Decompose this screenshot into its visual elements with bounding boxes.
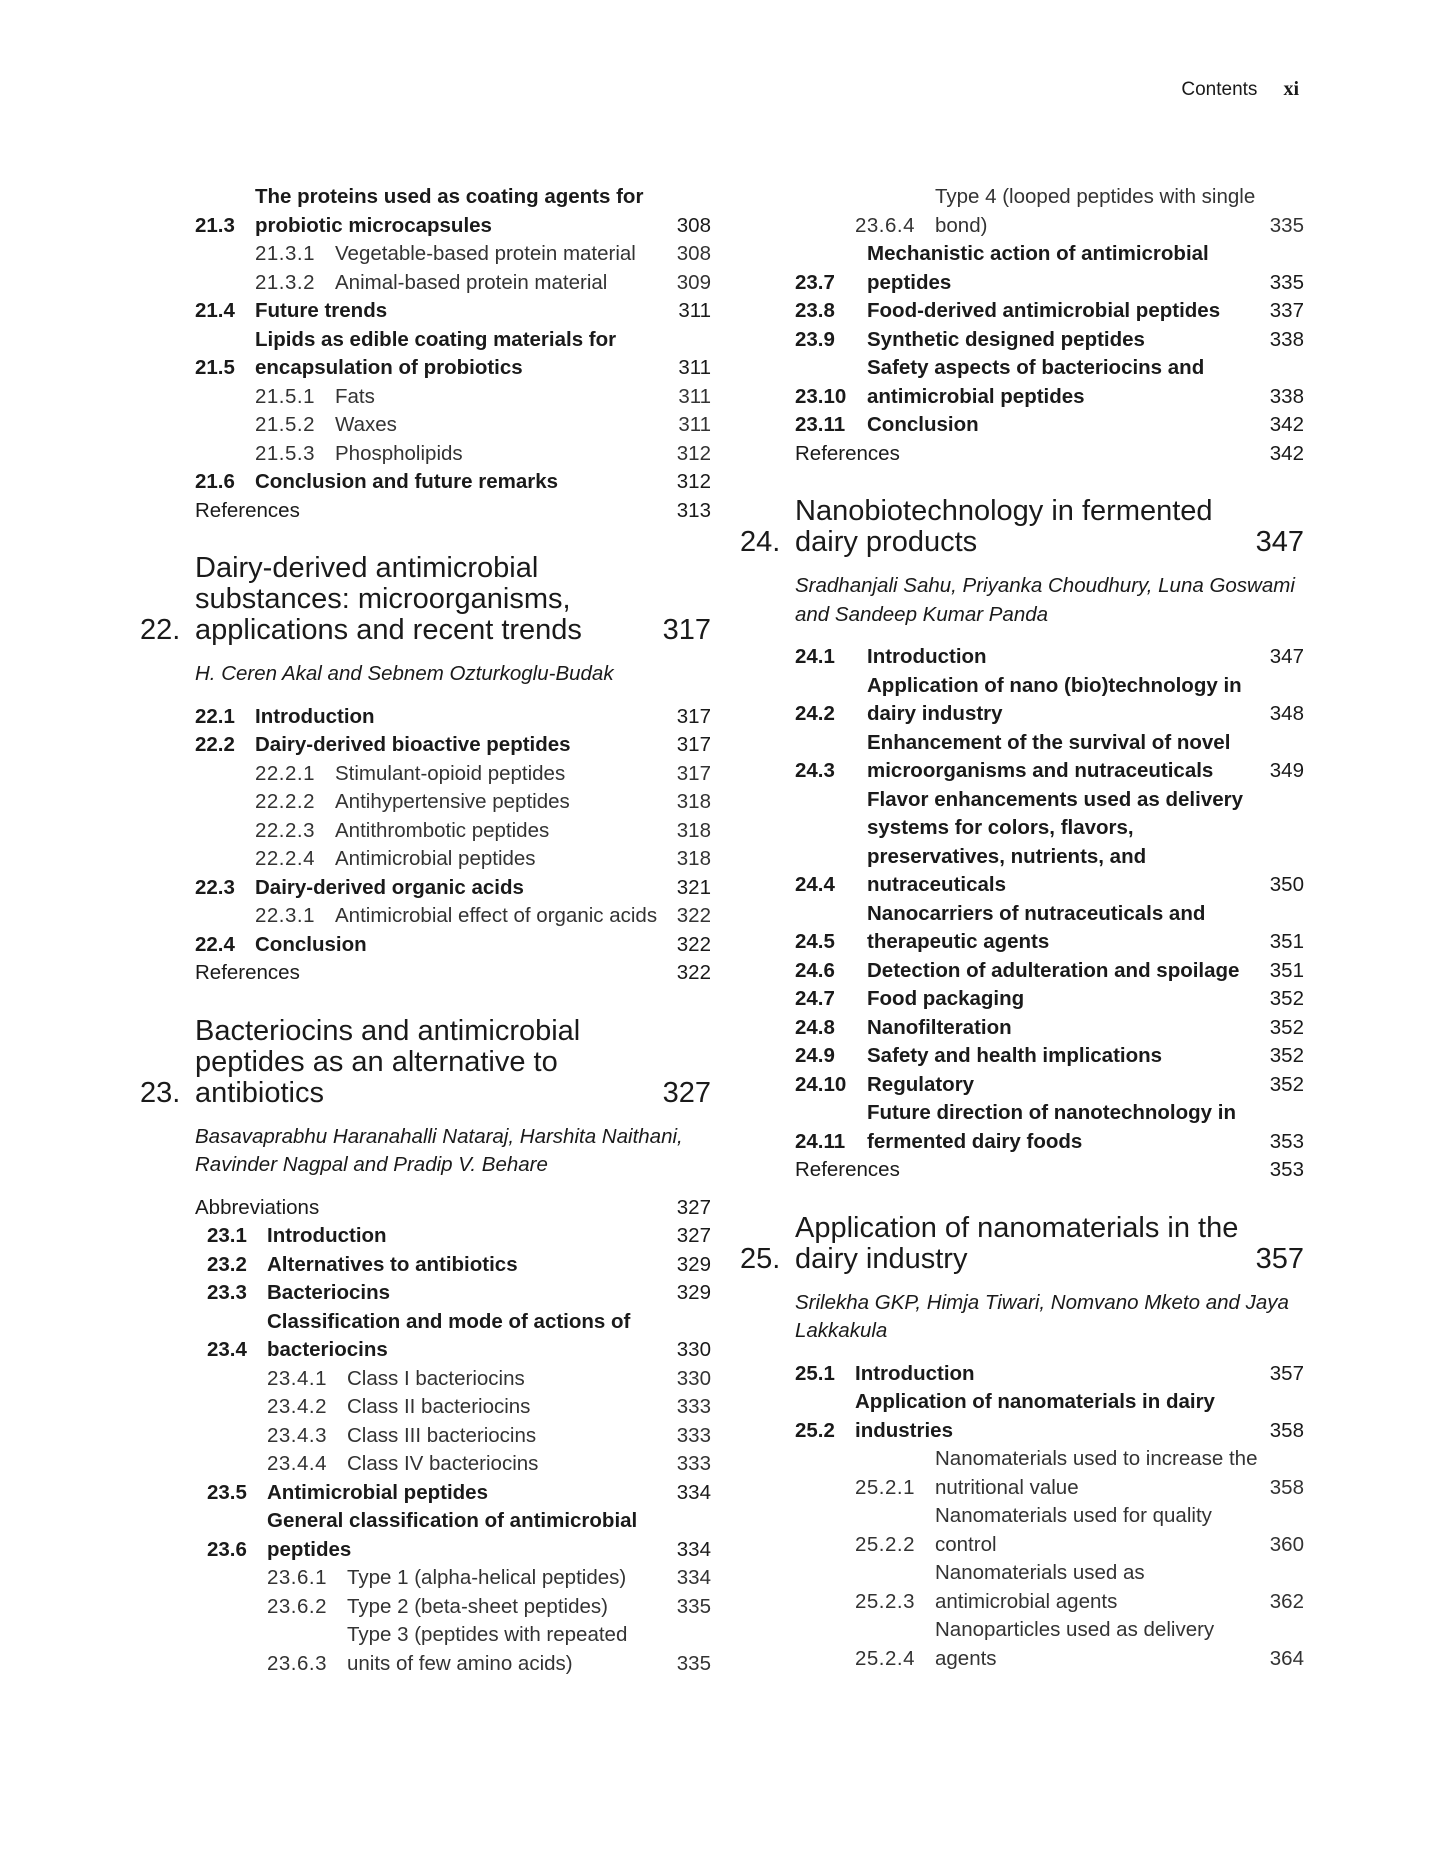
entry-title: Mechanistic action of antimicrobial peptides xyxy=(867,242,1209,294)
entry-number: 21.5.3 xyxy=(255,441,315,465)
entry-title: The proteins used as coating agents for probiotic microcapsules xyxy=(255,185,644,237)
entry-page: 329 xyxy=(676,1252,711,1276)
ch22-entries xyxy=(195,703,711,988)
entry-page: 330 xyxy=(676,1338,711,1361)
toc-entry[interactable] xyxy=(795,183,1304,240)
entry-page: 338 xyxy=(1269,327,1304,351)
chapter-number: 23. xyxy=(140,1076,181,1109)
entry-page: 347 xyxy=(1269,645,1304,668)
entry-number: 25.2.4 xyxy=(855,1646,915,1670)
entry-title: Animal-based protein material xyxy=(335,270,608,294)
chapter-title: Bacteriocins and antimicrobial peptides as an alternative to antibiotics xyxy=(195,1014,581,1109)
entry-number: 23.5 xyxy=(207,1480,247,1504)
entry-title: Introduction xyxy=(867,645,987,668)
toc-entry[interactable] xyxy=(795,297,1304,326)
entry-title: Dairy-derived bioactive peptides xyxy=(255,733,571,756)
entry-page: 352 xyxy=(1269,1044,1304,1067)
ch21-entries xyxy=(195,183,711,525)
entry-page: 317 xyxy=(676,761,711,785)
toc-entry[interactable] xyxy=(195,731,711,760)
entry-title: Synthetic designed peptides xyxy=(867,327,1145,351)
entry-number: 21.3 xyxy=(195,213,235,237)
entry-page: 342 xyxy=(1269,413,1304,436)
entry-title: Antihypertensive peptides xyxy=(335,790,570,813)
toc-entry[interactable] xyxy=(195,269,711,298)
entry-page: 330 xyxy=(676,1366,711,1390)
toc-entry[interactable] xyxy=(795,729,1304,786)
toc-entry[interactable] xyxy=(795,326,1304,355)
chapter-title: Nanobiotechnology in fermented dairy products xyxy=(795,495,1213,558)
entry-page: 342 xyxy=(1269,441,1304,465)
entry-title: Enhancement of the survival of novel microorganisms and nutraceuticals xyxy=(867,730,1231,782)
chapter-number: 24. xyxy=(740,526,781,558)
entry-number: 22.2.4 xyxy=(255,847,315,870)
entry-title: References xyxy=(195,498,300,522)
toc-entry[interactable] xyxy=(795,1616,1304,1673)
toc-entry[interactable] xyxy=(195,1479,711,1508)
chapter-25 xyxy=(740,1213,1304,1674)
entry-number: 24.3 xyxy=(795,759,835,782)
toc-entry[interactable] xyxy=(795,985,1304,1014)
toc-entry[interactable] xyxy=(795,643,1304,672)
toc-entry[interactable] xyxy=(195,383,711,412)
toc-entry[interactable] xyxy=(795,786,1304,900)
entry-number: 22.3.1 xyxy=(255,904,315,927)
entry-title: Safety aspects of bacteriocins and antimicrobial peptides xyxy=(867,356,1205,408)
entry-number: 23.10 xyxy=(795,384,847,408)
chapter-authors: H. Ceren Akal and Sebnem Ozturkoglu-Budak xyxy=(195,662,614,685)
toc-entry[interactable] xyxy=(195,817,711,846)
toc-entry[interactable] xyxy=(195,788,711,817)
chapter-heading[interactable] xyxy=(740,496,1304,558)
entry-number: 22.2.2 xyxy=(255,790,315,813)
entry-number: 22.2.3 xyxy=(255,818,315,842)
entry-page: 322 xyxy=(676,932,711,956)
chapter-23 xyxy=(140,1016,711,1679)
entry-title: Food packaging xyxy=(867,987,1025,1010)
toc-entry-abbreviations[interactable] xyxy=(195,1194,711,1223)
entry-page: 329 xyxy=(676,1281,711,1304)
chapter-24 xyxy=(740,496,1304,1185)
entry-number: 23.6.2 xyxy=(267,1594,327,1618)
toc-entry[interactable] xyxy=(795,354,1304,411)
entry-page: 352 xyxy=(1269,1072,1304,1096)
toc-entry[interactable] xyxy=(195,1222,711,1251)
entry-number: 23.6.1 xyxy=(267,1566,327,1589)
toc-entry[interactable] xyxy=(195,1251,711,1280)
ch25-entries xyxy=(795,1360,1304,1674)
entry-page: 313 xyxy=(676,498,711,522)
entry-title: Nanomaterials used for quality control xyxy=(935,1504,1212,1556)
toc-entry[interactable] xyxy=(195,845,711,874)
entry-page: 312 xyxy=(676,470,711,493)
toc-entry[interactable] xyxy=(195,326,711,383)
entry-number: 22.3 xyxy=(195,875,235,899)
chapter-22 xyxy=(140,553,711,988)
entry-title: Vegetable-based protein material xyxy=(335,242,636,265)
entry-title: Antimicrobial peptides xyxy=(267,1480,488,1504)
chapter-page: 317 xyxy=(662,614,711,646)
entry-number: 23.4.4 xyxy=(267,1452,327,1475)
entry-page: 318 xyxy=(676,847,711,870)
toc-entry[interactable] xyxy=(195,1308,711,1365)
entry-page: 311 xyxy=(678,356,711,379)
entry-page: 364 xyxy=(1269,1646,1304,1670)
entry-page: 349 xyxy=(1269,759,1304,782)
entry-page: 334 xyxy=(676,1480,711,1504)
entry-page: 333 xyxy=(676,1395,711,1418)
entry-number: 22.2.1 xyxy=(255,761,315,785)
entry-title: Antithrombotic peptides xyxy=(335,818,550,842)
entry-page: 311 xyxy=(678,413,711,436)
entry-page: 311 xyxy=(678,299,711,322)
toc-entry[interactable] xyxy=(195,1422,711,1451)
toc-entry[interactable] xyxy=(195,297,711,326)
entry-page: 317 xyxy=(676,704,711,728)
toc-entry[interactable] xyxy=(795,240,1304,297)
entry-number: 23.4.1 xyxy=(267,1366,327,1390)
entry-page: 352 xyxy=(1269,987,1304,1010)
entry-page: 337 xyxy=(1269,299,1304,322)
entry-number: 21.5.2 xyxy=(255,413,315,436)
toc-entry-references[interactable] xyxy=(795,440,1304,469)
entry-title: Waxes xyxy=(335,413,397,436)
toc-entry[interactable] xyxy=(795,672,1304,729)
toc-entry[interactable] xyxy=(195,468,711,497)
ch23-cont-entries xyxy=(795,183,1304,468)
entry-page: 353 xyxy=(1269,1129,1304,1153)
entry-title: Class I bacteriocins xyxy=(347,1366,525,1390)
entry-page: 353 xyxy=(1269,1158,1304,1181)
toc-entry[interactable] xyxy=(795,411,1304,440)
running-head xyxy=(1181,78,1299,101)
entry-title: Introduction xyxy=(255,704,375,728)
entry-title: Dairy-derived organic acids xyxy=(255,875,524,899)
entry-title: Type 3 (peptides with repeated units of few amino acids) xyxy=(347,1623,628,1675)
entry-page: 321 xyxy=(676,875,711,899)
toc-entry[interactable] xyxy=(795,1388,1304,1445)
entry-number: 21.4 xyxy=(195,299,235,322)
entry-number: 23.2 xyxy=(207,1252,247,1276)
entry-title: Conclusion and future remarks xyxy=(255,470,559,493)
entry-number: 24.2 xyxy=(795,702,835,725)
toc-entry[interactable] xyxy=(195,1507,711,1564)
entry-page: 357 xyxy=(1269,1361,1304,1385)
page-number: xi xyxy=(1283,78,1299,100)
toc-entry[interactable] xyxy=(795,1559,1304,1616)
toc-entry[interactable] xyxy=(195,411,711,440)
entry-number: 21.5 xyxy=(195,356,235,379)
entry-page: 322 xyxy=(676,904,711,927)
entry-title: Type 1 (alpha-helical peptides) xyxy=(347,1566,627,1589)
entry-page: 334 xyxy=(676,1537,711,1561)
entry-page: 311 xyxy=(678,384,711,408)
entry-title: Lipids as edible coating materials for encapsulation of probiotics xyxy=(255,327,617,379)
entry-page: 358 xyxy=(1269,1475,1304,1499)
entry-title: Flavor enhancements used as delivery systems for colors, flavors, preservatives, nutrients, and nutraceuticals xyxy=(867,787,1243,896)
toc-entry[interactable] xyxy=(195,183,711,240)
toc-entry[interactable] xyxy=(795,1502,1304,1559)
entry-title: Antimicrobial peptides xyxy=(335,847,536,870)
entry-number: 24.8 xyxy=(795,1015,835,1039)
toc-entry[interactable] xyxy=(795,957,1304,986)
entry-title: Nanomaterials used as antimicrobial agents xyxy=(935,1561,1145,1613)
entry-title: Food-derived antimicrobial peptides xyxy=(867,299,1221,322)
toc-entry[interactable] xyxy=(195,1593,711,1622)
chapter-page: 347 xyxy=(1255,526,1304,558)
toc-entry[interactable] xyxy=(795,1042,1304,1071)
ch24-entries xyxy=(795,643,1304,1185)
entry-page: 335 xyxy=(676,1594,711,1618)
entry-number: 24.11 xyxy=(795,1129,846,1153)
chapter-heading[interactable] xyxy=(140,1016,711,1109)
entry-page: 360 xyxy=(1269,1532,1304,1556)
toc-entry[interactable] xyxy=(195,1365,711,1394)
toc-entry[interactable] xyxy=(795,1445,1304,1502)
entry-page: 358 xyxy=(1269,1418,1304,1442)
entry-page: 338 xyxy=(1269,384,1304,408)
entry-number: 22.1 xyxy=(195,704,235,728)
entry-title: Introduction xyxy=(855,1361,975,1385)
entry-number: 23.7 xyxy=(795,270,835,294)
entry-title: Introduction xyxy=(267,1224,387,1247)
entry-number: 23.8 xyxy=(795,299,835,322)
toc-entry-references[interactable] xyxy=(195,959,711,988)
entry-number: 21.3.1 xyxy=(255,242,315,265)
entry-title: Abbreviations xyxy=(195,1195,320,1219)
entry-page: 309 xyxy=(676,270,711,294)
entry-page: 327 xyxy=(676,1195,711,1219)
ch23-entries xyxy=(195,1194,711,1679)
entry-page: 352 xyxy=(1269,1015,1304,1039)
toc-entry[interactable] xyxy=(195,902,711,931)
entry-title: Type 4 (looped peptides with single bond) xyxy=(935,185,1256,237)
entry-page: 348 xyxy=(1269,702,1304,725)
entry-title: Class IV bacteriocins xyxy=(347,1452,539,1475)
toc-entry[interactable] xyxy=(195,1279,711,1308)
entry-number: 25.2 xyxy=(795,1418,835,1442)
chapter-page: 357 xyxy=(1255,1242,1304,1275)
entry-number: 21.6 xyxy=(195,470,235,493)
entry-number: 24.1 xyxy=(795,645,835,668)
toc-entry[interactable] xyxy=(195,1393,711,1422)
entry-page: 308 xyxy=(676,213,711,237)
entry-number: 22.2 xyxy=(195,733,235,756)
entry-number: 23.6.3 xyxy=(267,1651,327,1675)
entry-title: Nanomaterials used to increase the nutritional value xyxy=(935,1447,1258,1499)
entry-title: Regulatory xyxy=(867,1072,975,1096)
entry-page: 351 xyxy=(1269,930,1304,953)
entry-title: Nanoparticles used as delivery agents xyxy=(935,1618,1215,1670)
entry-page: 308 xyxy=(676,242,711,265)
toc-entry[interactable] xyxy=(795,900,1304,957)
entry-number: 21.5.1 xyxy=(255,384,315,408)
toc-entry[interactable] xyxy=(795,1099,1304,1156)
entry-page: 327 xyxy=(676,1224,711,1247)
entry-title: Conclusion xyxy=(867,413,979,436)
toc-entry[interactable] xyxy=(795,1360,1304,1389)
toc-entry[interactable] xyxy=(795,1014,1304,1043)
chapter-authors: Sradhanjali Sahu, Priyanka Choudhury, Luna Goswami and Sandeep Kumar Panda xyxy=(795,574,1295,626)
toc-entry[interactable] xyxy=(195,240,711,269)
entry-page: 318 xyxy=(676,790,711,813)
entry-number: 25.1 xyxy=(795,1361,835,1385)
toc-entry[interactable] xyxy=(195,1621,711,1678)
entry-number: 21.3.2 xyxy=(255,270,315,294)
entry-number: 25.2.2 xyxy=(855,1532,915,1556)
toc-entry[interactable] xyxy=(195,874,711,903)
entry-page: 362 xyxy=(1269,1589,1304,1613)
entry-number: 22.4 xyxy=(195,932,235,956)
entry-number: 24.10 xyxy=(795,1072,847,1096)
entry-title: Phospholipids xyxy=(335,441,463,465)
entry-title: References xyxy=(795,441,900,465)
entry-number: 23.6 xyxy=(207,1537,247,1561)
entry-page: 335 xyxy=(676,1651,711,1675)
entry-page: 333 xyxy=(676,1452,711,1475)
entry-number: 24.6 xyxy=(795,958,835,982)
entry-number: 24.5 xyxy=(795,930,835,953)
toc-entry[interactable] xyxy=(195,1564,711,1593)
chapter-heading[interactable] xyxy=(140,553,711,646)
toc-entry[interactable] xyxy=(195,703,711,732)
entry-number: 23.4 xyxy=(207,1338,247,1361)
entry-title: Antimicrobial effect of organic acids xyxy=(335,904,658,927)
chapter-title: Application of nanomaterials in the dairy industry xyxy=(795,1211,1239,1275)
toc-entry[interactable] xyxy=(795,1071,1304,1100)
entry-number: 24.4 xyxy=(795,873,835,896)
entry-page: 317 xyxy=(676,733,711,756)
toc-right-column xyxy=(740,183,1304,1673)
chapter-page: 327 xyxy=(662,1076,711,1109)
toc-entry[interactable] xyxy=(195,440,711,469)
entry-title: Alternatives to antibiotics xyxy=(267,1252,518,1276)
entry-title: Type 2 (beta-sheet peptides) xyxy=(347,1594,608,1618)
running-head-title: Contents xyxy=(1181,79,1258,100)
entry-page: 322 xyxy=(676,961,711,984)
chapter-heading[interactable] xyxy=(740,1213,1304,1275)
entry-title: Application of nanomaterials in dairy industries xyxy=(855,1390,1215,1442)
entry-title: Application of nano (bio)technology in dairy industry xyxy=(867,673,1242,725)
entry-title: Future direction of nanotechnology in fermented dairy foods xyxy=(867,1101,1236,1153)
toc-entry[interactable] xyxy=(195,931,711,960)
entry-title: Nanofilteration xyxy=(867,1015,1012,1039)
entry-title: Bacteriocins xyxy=(267,1281,391,1304)
entry-number: 24.9 xyxy=(795,1044,835,1067)
toc-entry-references[interactable] xyxy=(195,497,711,526)
entry-number: 23.9 xyxy=(795,327,835,351)
entry-page: 335 xyxy=(1269,270,1304,294)
entry-page: 334 xyxy=(676,1566,711,1589)
entry-number: 23.11 xyxy=(795,413,846,436)
entry-title: Detection of adulteration and spoilage xyxy=(867,958,1240,982)
entry-title: References xyxy=(195,961,300,984)
entry-number: 23.4.3 xyxy=(267,1423,327,1447)
entry-page: 318 xyxy=(676,818,711,842)
toc-entry[interactable] xyxy=(195,1450,711,1479)
toc-entry[interactable] xyxy=(195,760,711,789)
entry-title: Class II bacteriocins xyxy=(347,1395,531,1418)
entry-title: Class III bacteriocins xyxy=(347,1423,537,1447)
entry-page: 312 xyxy=(676,441,711,465)
entry-number: 23.1 xyxy=(207,1224,247,1247)
entry-title: General classification of antimicrobial peptides xyxy=(267,1509,638,1561)
chapter-number: 25. xyxy=(740,1242,781,1275)
entry-page: 333 xyxy=(676,1423,711,1447)
toc-entry-references[interactable] xyxy=(795,1156,1304,1185)
chapter-title: Dairy-derived antimicrobial substances: microorganisms, applications and recent trends xyxy=(195,552,582,646)
entry-number: 25.2.3 xyxy=(855,1589,915,1613)
entry-page: 351 xyxy=(1269,958,1304,982)
entry-number: 23.6.4 xyxy=(855,213,915,237)
entry-title: Fats xyxy=(335,384,375,408)
entry-title: Future trends xyxy=(255,299,388,322)
entry-title: Classification and mode of actions of bacteriocins xyxy=(267,1309,631,1361)
entry-title: Nanocarriers of nutraceuticals and therapeutic agents xyxy=(867,901,1206,953)
entry-number: 23.3 xyxy=(207,1281,247,1304)
entry-page: 350 xyxy=(1269,873,1304,896)
entry-page: 335 xyxy=(1269,213,1304,237)
toc-left-column xyxy=(140,183,711,1678)
entry-number: 25.2.1 xyxy=(855,1475,915,1499)
entry-title: References xyxy=(795,1158,900,1181)
chapter-authors: Srilekha GKP, Himja Tiwari, Nomvano Mketo and Jaya Lakkakula xyxy=(795,1290,1289,1342)
chapter-number: 22. xyxy=(140,614,181,646)
entry-title: Stimulant-opioid peptides xyxy=(335,761,566,785)
entry-title: Conclusion xyxy=(255,932,367,956)
entry-number: 23.4.2 xyxy=(267,1395,327,1418)
entry-title: Safety and health implications xyxy=(867,1044,1163,1067)
chapter-authors: Basavaprabhu Haranahalli Nataraj, Harshita Naithani, Ravinder Nagpal and Pradip V. Behare xyxy=(195,1124,683,1176)
entry-number: 24.7 xyxy=(795,987,835,1010)
